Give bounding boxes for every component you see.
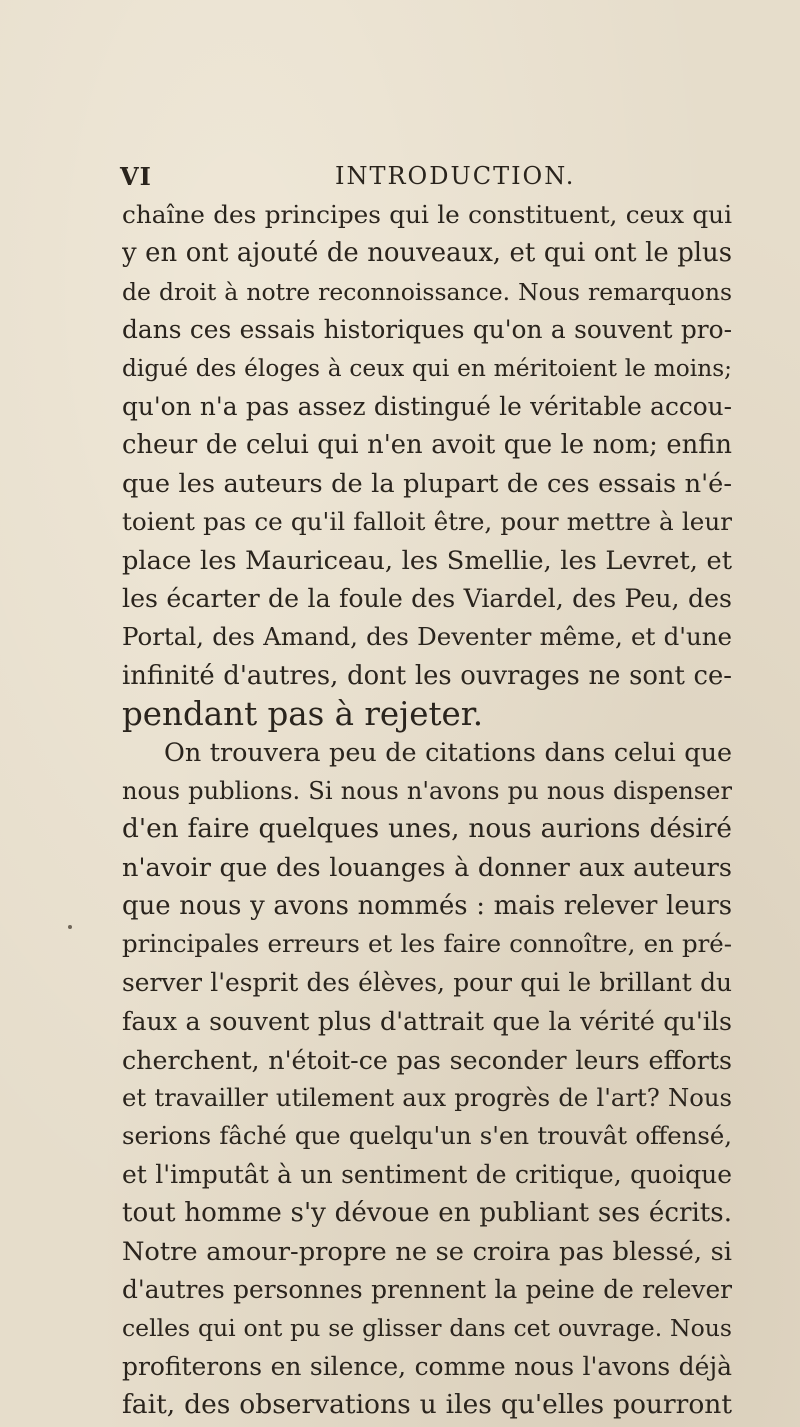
text-line: que nous y avons nommés : mais relever leurs <box>122 891 732 922</box>
text-line: y en ont ajouté de nouveaux, et qui ont le plus <box>122 238 732 269</box>
text-line: qu'on n'a pas assez distingué le véritable accou- <box>122 391 732 421</box>
text-line: les écarter de la foule des Viardel, des Peu, des <box>122 583 732 613</box>
text-line: fait, des observations u iles qu'elles pourront <box>122 1389 732 1421</box>
text-line: serions fâché que quelqu'un s'en trouvât offensé, <box>122 1121 732 1151</box>
text-line: digué des éloges à ceux qui en méritoient le moins; <box>122 354 732 382</box>
text-line: d'en faire quelques unes, nous aurions désiré <box>122 814 732 845</box>
text-line: celles qui ont pu se glisser dans cet ouvrage. Nous <box>122 1314 732 1343</box>
text-line: toient pas ce qu'il falloit être, pour mettre à leur <box>122 507 732 537</box>
text-line: Portal, des Amand, des Deventer même, et d'une <box>122 622 732 652</box>
body-text <box>122 196 732 1425</box>
text-line: dans ces essais historiques qu'on a souvent pro- <box>122 315 732 345</box>
ink-speck <box>68 925 72 929</box>
page-number: VI <box>120 162 152 191</box>
text-line: pendant pas à rejeter. <box>122 695 484 734</box>
text-line: de droit à notre reconnoissance. Nous remarquons <box>122 277 732 306</box>
text-line: server l'esprit des élèves, pour qui le brillant du <box>122 967 732 997</box>
running-head: INTRODUCTION. <box>335 162 576 190</box>
text-line: profiterons en silence, comme nous l'avons déjà <box>122 1351 732 1381</box>
text-line: nous publions. Si nous n'avons pu nous dispenser <box>122 776 732 805</box>
text-line: chaîne des principes qui le constituent, ceux qui <box>122 200 732 229</box>
page-header <box>120 162 720 192</box>
text-line: et l'imputât à un sentiment de critique, quoique <box>122 1159 732 1189</box>
text-line: que les auteurs de la plupart de ces essais n'é- <box>122 468 732 499</box>
text-line: d'autres personnes prennent la peine de relever <box>122 1274 732 1304</box>
text-line: cherchent, n'étoit-ce pas seconder leurs efforts <box>122 1044 732 1075</box>
text-line: Notre amour-propre ne se croira pas blessé, si <box>122 1236 732 1267</box>
text-line: place les Mauriceau, les Smellie, les Levret, et <box>122 545 732 576</box>
text-line: infinité d'autres, dont les ouvrages ne sont ce- <box>122 660 732 691</box>
text-line: tout homme s'y dévoue en publiant ses écrits. <box>122 1198 732 1229</box>
text-line: On trouvera peu de citations dans celui que <box>164 737 732 768</box>
text-line: cheur de celui qui n'en avoit que le nom; enfin <box>122 430 732 461</box>
text-line: principales erreurs et les faire connoître, en pré- <box>122 929 732 959</box>
text-line: n'avoir que des louanges à donner aux auteurs <box>122 852 732 883</box>
text-line: faux a souvent plus d'attrait que la vérité qu'ils <box>122 1006 732 1037</box>
text-line: et travailler utilement aux progrès de l'art? Nous <box>122 1082 732 1112</box>
